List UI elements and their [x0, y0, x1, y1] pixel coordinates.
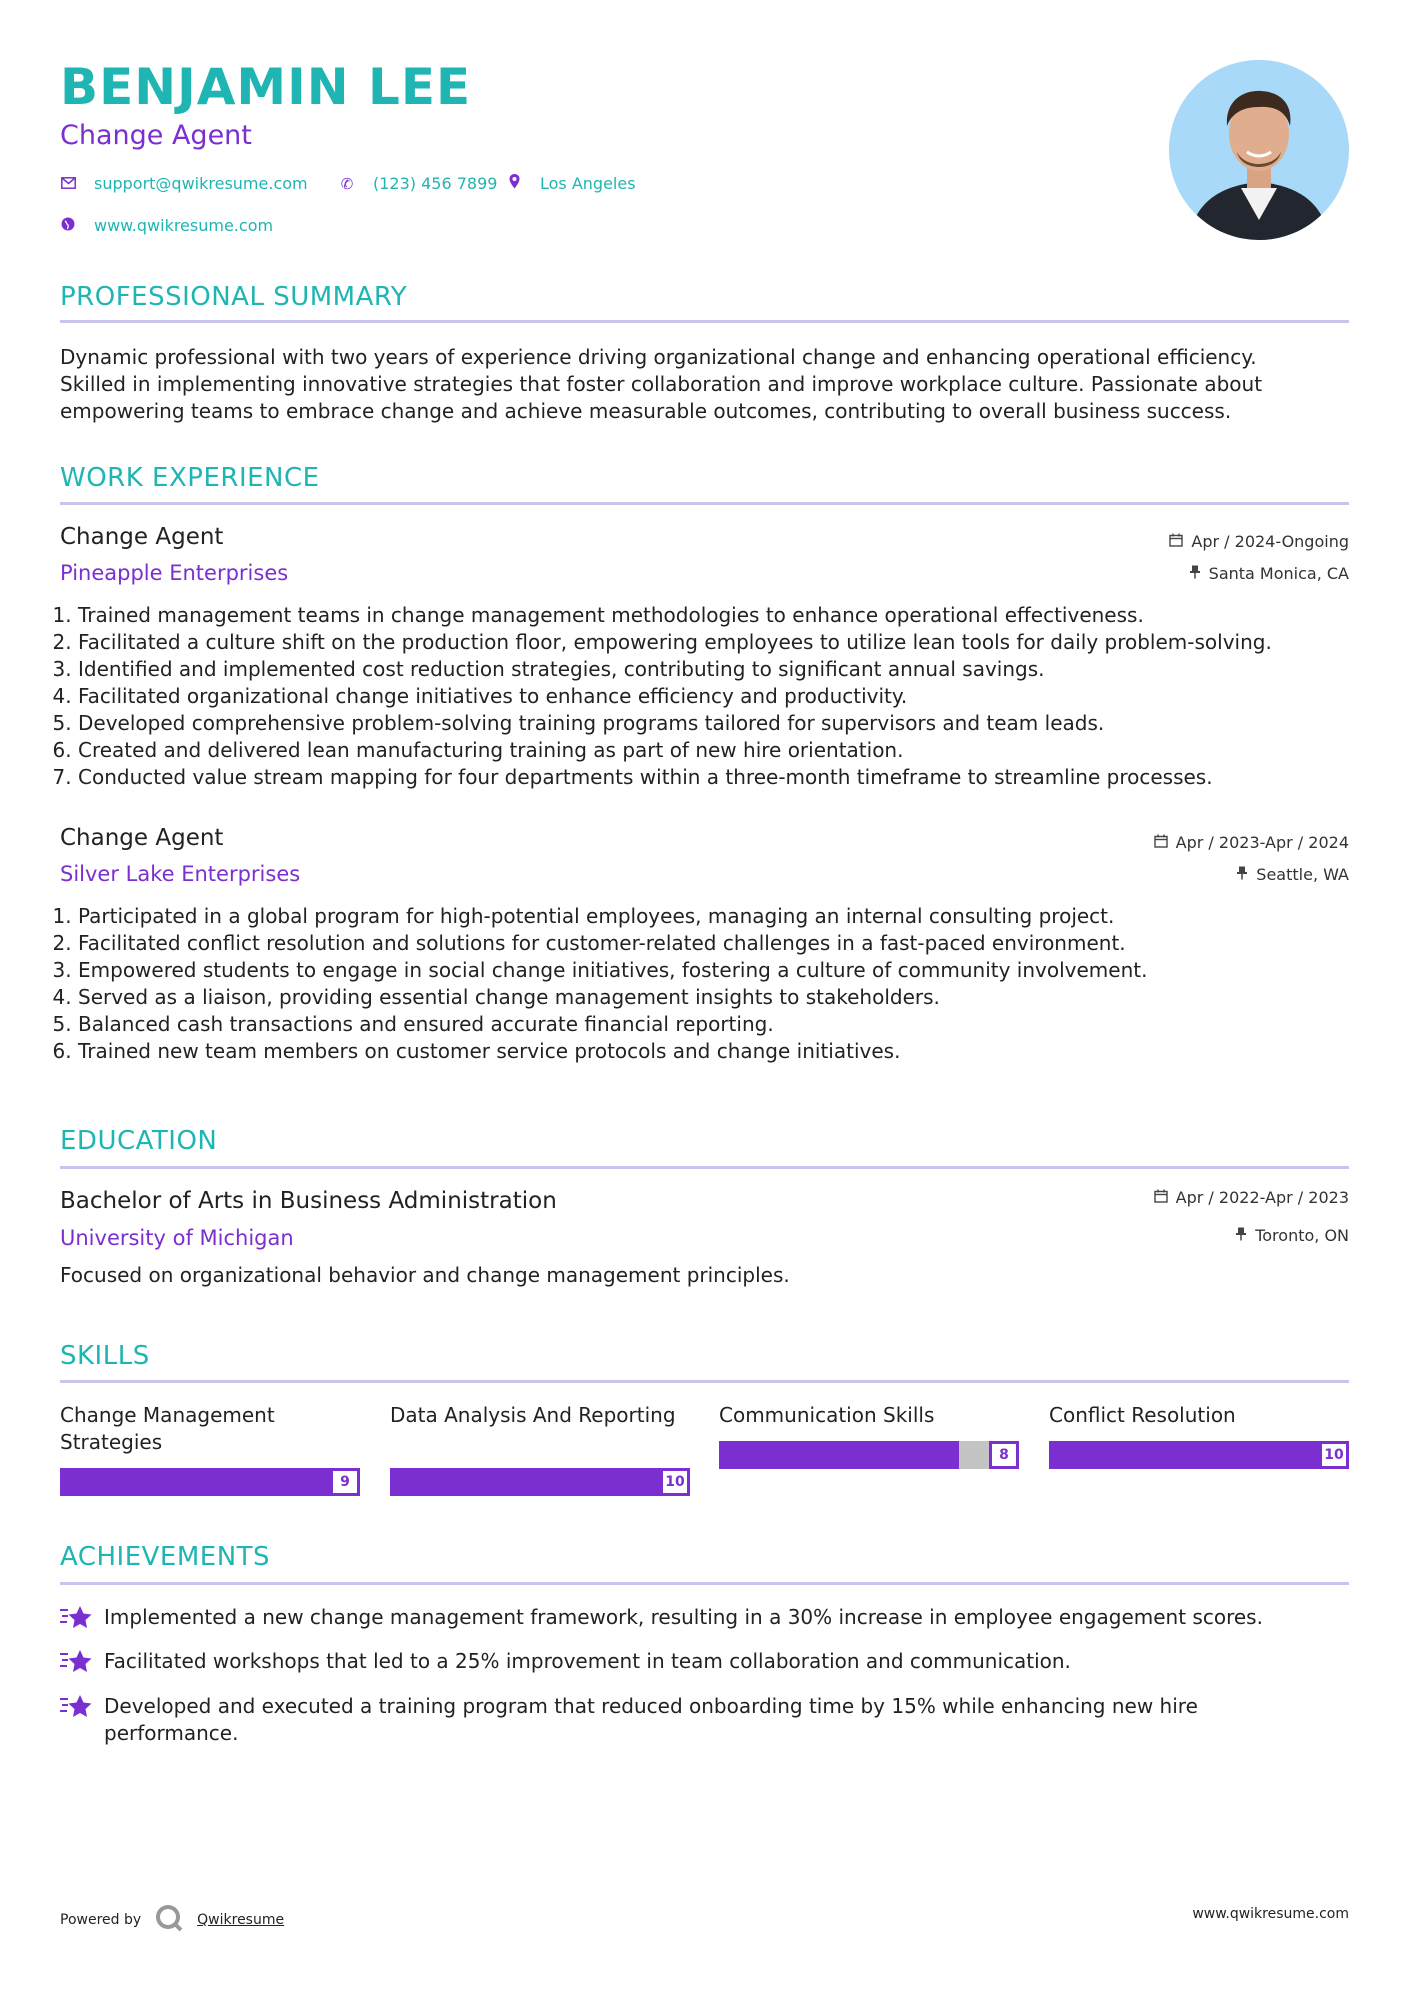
website-text: www.qwikresume.com [94, 216, 274, 235]
job-responsibilities [60, 602, 1360, 791]
powered-by-text: Powered by [60, 1912, 142, 1928]
list-item: 1. Participated in a global program for high-potential employees, managing an internal consulting project. [78, 903, 1360, 930]
list-item: 4. Facilitated organizational change initiatives to enhance efficiency and productivity. [78, 683, 1360, 710]
list-item: 6. Created and delivered lean manufacturing training as part of new hire orientation. [78, 737, 1360, 764]
section-divider [60, 1166, 1349, 1169]
job-location-text: Seattle, WA [1256, 865, 1349, 884]
calendar-icon [1169, 533, 1183, 551]
summary-line: empowering teams to embrace change and achieve measurable outcomes, contributing to overall business success. [60, 399, 1232, 423]
education-location [1235, 1226, 1349, 1245]
contact-phone[interactable] [339, 174, 497, 193]
skill-bar-fill [390, 1468, 690, 1496]
list-item: 5. Developed comprehensive problem-solving training programs tailored for supervisors and team leads. [78, 710, 1360, 737]
skill-score: 10 [660, 1468, 690, 1496]
star-icon [60, 1693, 104, 1747]
education-location-text: Toronto, ON [1255, 1226, 1349, 1245]
list-item: 7. Conducted value stream mapping for four departments within a three-month timeframe to streamline processes. [78, 764, 1360, 791]
achievement-text: Implemented a new change management framework, resulting in a 30% increase in employee engagement scores. [104, 1605, 1263, 1629]
qwikresume-logo-icon [155, 1904, 183, 1936]
section-divider [60, 1380, 1349, 1383]
section-title-experience: WORK EXPERIENCE [60, 463, 320, 493]
education-dates [1154, 1188, 1349, 1207]
education-dates-text: Apr / 2022-Apr / 2023 [1175, 1188, 1349, 1207]
job-dates [1169, 532, 1349, 551]
calendar-icon [1154, 1189, 1168, 1207]
location-text: Los Angeles [540, 174, 636, 193]
map-pin-icon [506, 174, 522, 193]
list-item: 3. Empowered students to engage in social change initiatives, fostering a culture of community involvement. [78, 957, 1360, 984]
skill-label: Change Management Strategies [60, 1403, 275, 1454]
skill-bar [390, 1468, 690, 1496]
achievement-text: Facilitated workshops that led to a 25% improvement in team collaboration and communication. [104, 1649, 1071, 1673]
degree-title: Bachelor of Arts in Business Administration [60, 1188, 557, 1214]
section-divider [60, 502, 1349, 505]
email-text: support@qwikresume.com [94, 174, 308, 193]
phone-icon: ✆ [340, 174, 354, 193]
job-dates [1154, 833, 1349, 852]
calendar-icon [1154, 834, 1168, 852]
contact-email[interactable] [60, 174, 308, 193]
summary-text [60, 344, 1360, 425]
skill-label: Communication Skills [719, 1403, 935, 1427]
list-item: 2. Facilitated a culture shift on the production floor, empowering employees to utilize lean tools for daily problem-solving. [78, 629, 1360, 656]
skill-bar-fill [1049, 1441, 1349, 1469]
achievement-item [60, 1648, 1360, 1681]
section-title-achievements: ACHIEVEMENTS [60, 1542, 271, 1572]
company-name: Silver Lake Enterprises [60, 862, 301, 886]
pin-icon [1236, 866, 1248, 884]
skill-label: Conflict Resolution [1049, 1403, 1236, 1427]
section-divider [60, 1582, 1349, 1585]
section-divider [60, 320, 1349, 323]
education-description: Focused on organizational behavior and change management principles. [60, 1263, 790, 1287]
job-dates-text: Apr / 2023-Apr / 2024 [1175, 833, 1349, 852]
contact-website[interactable] [60, 216, 273, 235]
footer-powered-by [60, 1904, 284, 1936]
company-name: Pineapple Enterprises [60, 561, 289, 585]
list-item: 6. Trained new team members on customer service protocols and change initiatives. [78, 1038, 1360, 1065]
job-title: Change Agent [60, 524, 224, 550]
job-location [1236, 865, 1349, 884]
skill-label: Data Analysis And Reporting [390, 1403, 676, 1427]
phone-text: (123) 456 7899 [373, 174, 498, 193]
job-location [1189, 564, 1349, 583]
star-icon [60, 1648, 104, 1681]
summary-line: Dynamic professional with two years of experience driving organizational change and enhancing operational efficiency. [60, 345, 1257, 369]
school-name: University of Michigan [60, 1226, 294, 1250]
candidate-role: Change Agent [60, 120, 252, 151]
list-item: 2. Facilitated conflict resolution and solutions for customer-related challenges in a fast-paced environment. [78, 930, 1360, 957]
list-item: 3. Identified and implemented cost reduction strategies, contributing to significant annual savings. [78, 656, 1360, 683]
candidate-name: BENJAMIN LEE [60, 58, 472, 116]
achievement-item [60, 1693, 1360, 1747]
list-item: 5. Balanced cash transactions and ensured accurate financial reporting. [78, 1011, 1360, 1038]
achievement-item [60, 1604, 1360, 1637]
skill-bar [719, 1441, 1019, 1469]
envelope-icon [60, 175, 76, 193]
profile-photo [1169, 60, 1349, 240]
job-responsibilities [60, 903, 1360, 1065]
section-title-education: EDUCATION [60, 1126, 218, 1156]
brand-link[interactable]: Qwikresume [197, 1912, 285, 1928]
achievement-text: Developed and executed a training program that reduced onboarding time by 15% while enhancing new hire performance. [104, 1694, 1198, 1745]
footer-website[interactable]: www.qwikresume.com [1192, 1906, 1349, 1922]
job-dates-text: Apr / 2024-Ongoing [1191, 532, 1349, 551]
skill-bar [60, 1468, 360, 1496]
pin-icon [1235, 1227, 1247, 1245]
skill-score: 10 [1319, 1441, 1349, 1469]
section-title-skills: SKILLS [60, 1341, 150, 1371]
skill-bar [1049, 1441, 1349, 1469]
list-item: 1. Trained management teams in change management methodologies to enhance operational effectiveness. [78, 602, 1360, 629]
skill-score: 9 [330, 1468, 360, 1496]
list-item: 4. Served as a liaison, providing essential change management insights to stakeholders. [78, 984, 1360, 1011]
section-title-summary: PROFESSIONAL SUMMARY [60, 282, 408, 312]
contact-location [506, 174, 636, 193]
star-icon [60, 1604, 104, 1637]
skill-bar-fill [719, 1441, 959, 1469]
skill-bar-fill [60, 1468, 330, 1496]
job-title: Change Agent [60, 825, 224, 851]
pin-icon [1189, 565, 1201, 583]
job-location-text: Santa Monica, CA [1208, 564, 1349, 583]
summary-line: Skilled in implementing innovative strategies that foster collaboration and improve workplace culture. Passionate about [60, 372, 1263, 396]
skill-score: 8 [989, 1441, 1019, 1469]
globe-icon [60, 217, 76, 235]
